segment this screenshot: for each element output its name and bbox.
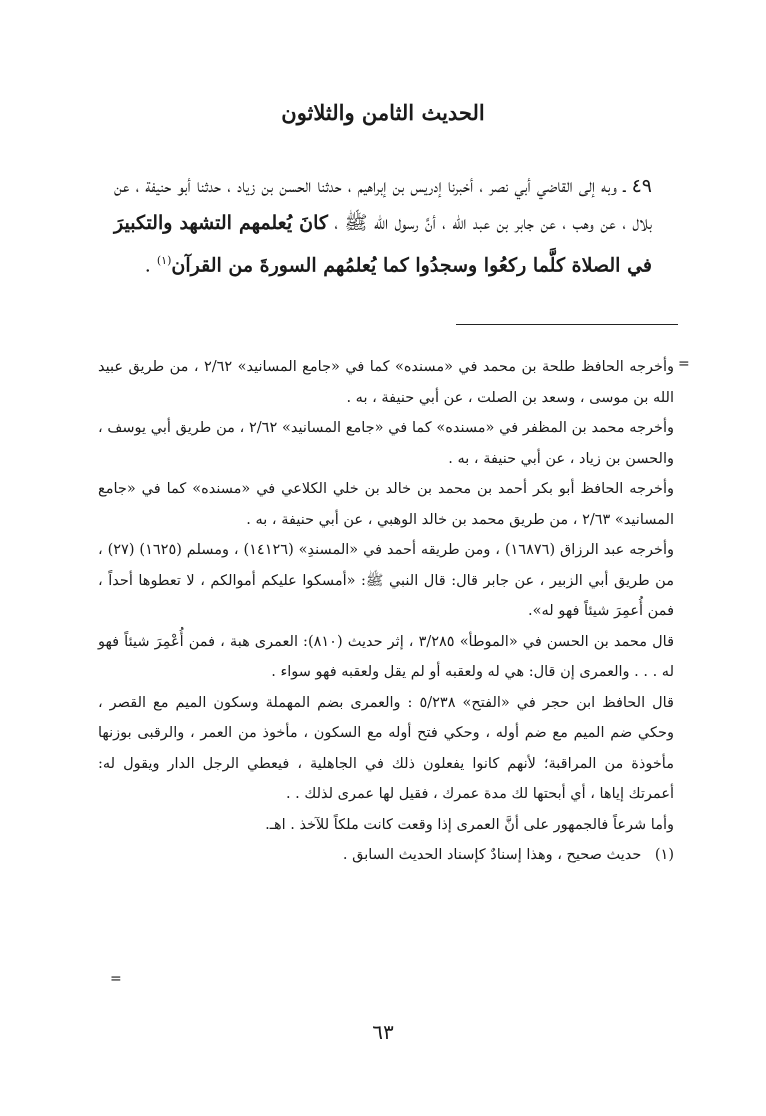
hadith-matn: كانَ يُعلمهم التشهد والتكبيرَ في الصلاة كلَّما ركعُوا وسجدُوا كما يُعلمُهم السورةَ من القرآن [114,212,652,277]
footnote-divider [456,324,678,325]
note-paragraph: وأخرجه الحافظ أبو بكر أحمد بن محمد بن خالد بن خلي الكلاعي في «مسنده» كما في «جامع المسانيد» ٢/٦٣ ، من طريق محمد بن خالد الوهبي ، عن أبي حنيفة ، به . [98,481,674,528]
footnotes-block [98,352,674,871]
note-paragraph: وأخرجه الحافظ طلحة بن محمد في «مسنده» كما في «جامع المسانيد» ٢/٦٢ ، من طريق عبيد الله بن موسى ، وسعد بن الصلت ، عن أبي حنيفة ، به . [98,359,674,406]
footnote-reference: (١) [156,254,172,267]
note-paragraph: قال الحافظ ابن حجر في «الفتح» ٥/٢٣٨ : والعمرى بضم المهملة وسكون الميم مع القصر ، وحكي ضم الميم مع ضم أوله ، وحكي فتح أوله مع السكون ، مأخوذ من العمر ، والرقبى بوزنها مأخوذة من المراقبة؛ لأنهم كانوا يفعلون ذلك في الجاهلية ، فيعطي الرجل الدار ويقول له: أعمرتك إياها ، أي أبحتها لك مدة عمرك ، فقيل لها عمرى لذلك . . [98,694,674,802]
note-paragraph: وأخرجه عبد الرزاق (١٦٨٧٦) ، ومن طريقه أحمد في «المسندِ» (١٤١٢٦) ، ومسلم (١٦٢٥) (٢٧) ، من طريق أبي الزبير ، عن جابر قال: قال النبي ﷺ: «أمسكوا عليكم أموالكم ، لا تعطوها أحداً ، فمن أُعمِرَ شيئاً فهو له». [98,542,674,619]
note-paragraph: وأما شرعاً فالجمهور على أنَّ العمرى إذا وقعت كانت ملكاً للآخذ . اهـ. [265,816,674,833]
footnote-marker: (١) [654,847,674,863]
note-paragraph: قال محمد بن الحسن في «الموطأ» ٣/٢٨٥ ، إثر حديث (٨١٠): العمرى هبة ، فمن أُعْمِرَ شيئاً فهو له . . . والعمرى إن قال: هي له ولعقبه أو لم يقل ولعقبه فهو سواء . [98,633,674,680]
page-number: ٦٣ [372,1020,394,1044]
hadith-isnad: وبه إلى القاضي أبي نصر ، أخبرنا إدريس بن إبراهيم ، حدثنا الحسن بن زياد ، حدثنا أبو حنيفة ، عن بلال ، عن وهب ، عن جابر بن عبد الله ، أنَّ رسول الله ﷺ ، [114,175,652,234]
continuation-mark-bottom: = [110,971,122,987]
hadith-text [114,168,652,284]
footnote-1 [98,840,674,871]
hadith-end: . [144,254,157,277]
hadith-number: ٤٩ ـ [623,175,652,197]
hadith-heading: الحديث الثامن والثلاثون [281,100,485,125]
note-paragraph: وأخرجه محمد بن المظفر في «مسنده» كما في «جامع المسانيد» ٢/٦٢ ، من طريق أبي يوسف ، والحسن بن زياد ، عن أبي حنيفة ، به . [98,420,675,467]
continuation-mark-top: = [678,356,690,372]
footnote-text: حديث صحيح ، وهذا إسنادٌ كإسناد الحديث السابق . [342,847,642,863]
